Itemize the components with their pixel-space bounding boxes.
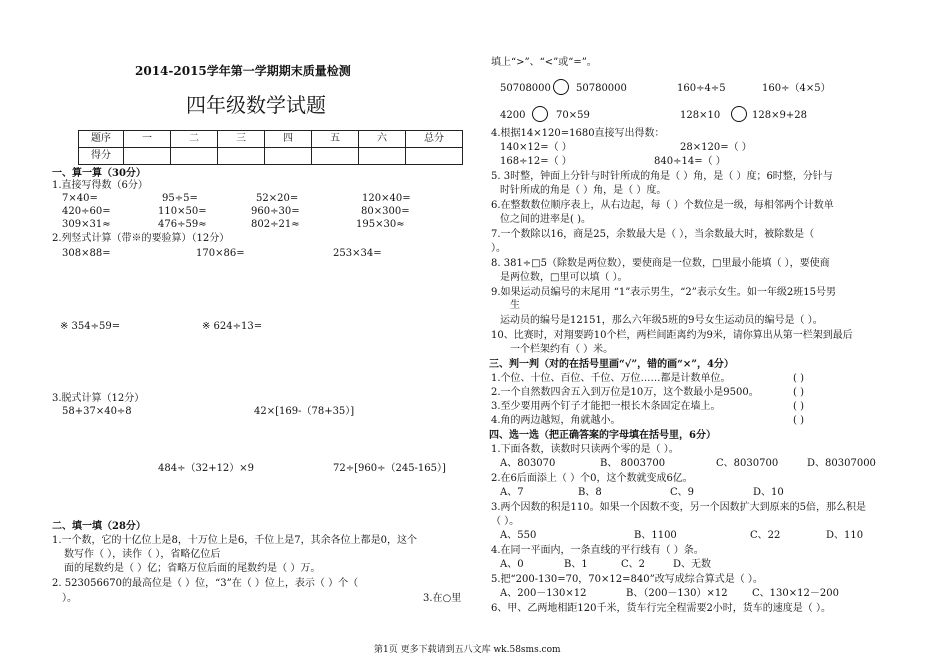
section-4-heading: 四、选一选（把正确答案的字母填在括号里，6分） — [489, 430, 716, 441]
choice-question: 3.两个因数的积是110。如果一个因数不变，另一个因数扩大到原来的5倍，那么积是 — [491, 502, 866, 513]
choice-option[interactable]: A、0 — [500, 559, 524, 570]
score-col: 总分 — [406, 131, 463, 148]
judge-item: 1.个位、十位、百位、千位、万位……都是计数单位。 — [491, 373, 731, 384]
q1-heading: 1.直接写得数（6分） — [52, 180, 148, 191]
q2-heading: 2.列竖式计算（带※的要验算）（12分） — [52, 233, 230, 244]
fill-text: 是两位数，□里可以填（ ）。 — [500, 272, 628, 283]
choice-option[interactable]: A、200－130×12 — [500, 588, 587, 599]
score-cell[interactable] — [171, 148, 218, 165]
vertical-calc-item: 170×86= — [196, 248, 245, 259]
calc-item: 7×40= — [62, 193, 98, 204]
score-col: 四 — [265, 131, 312, 148]
compare-item: 160÷（4×5） — [762, 83, 831, 94]
judge-item: 2.一个自然数四舍五入到万位是10万，这个数最小是9500。 — [491, 387, 759, 398]
expression-item: 72÷[960÷（245-165）] — [333, 463, 446, 474]
calc-item: 960÷30= — [251, 206, 300, 217]
score-col: 二 — [171, 131, 218, 148]
choice-option[interactable]: C、9 — [670, 487, 695, 498]
score-cell[interactable] — [124, 148, 171, 165]
compare-item: 4200 — [500, 110, 526, 121]
fill-text: 一个栏架约有（ ）米。 — [510, 344, 614, 355]
calc-item: 80×300= — [361, 206, 410, 217]
fill-text: 运动员的编号是12151，那么六年级5班的9号女生运动员的编号是（ ）。 — [500, 315, 823, 326]
compare-circle[interactable] — [553, 79, 569, 95]
fill-text: ）。 — [491, 243, 506, 254]
calc-item: 476÷59≈ — [158, 219, 207, 230]
fill-text: 位之间的进率是( )。 — [500, 214, 591, 225]
judge-answer[interactable]: ( ) — [793, 387, 804, 398]
compare-item: 50780000 — [576, 83, 627, 94]
fill-text: 面的尾数约是（ ）亿；省略万位后面的尾数约是（ ）万。 — [64, 563, 321, 574]
choice-option[interactable]: D、10 — [753, 487, 784, 498]
vertical-calc-item: ※ 624÷13= — [202, 321, 263, 332]
judge-answer[interactable]: ( ) — [793, 373, 804, 384]
choice-option[interactable]: A、7 — [500, 487, 524, 498]
compare-circle[interactable] — [731, 106, 747, 122]
score-row-label: 题序 — [79, 131, 124, 148]
calc-item: 309×31≈ — [62, 219, 111, 230]
judge-answer[interactable]: ( ) — [793, 415, 804, 426]
choice-option[interactable]: B、8 — [578, 487, 602, 498]
fill-text: 10、比赛时，对翔要跨10个栏，两栏间距离约为9米，请你算出从第一栏架到最后 — [491, 330, 853, 341]
exam-title: 2014-2015学年第一学期期末质量检测 — [135, 64, 351, 78]
choice-question: 2.在6后面添上（ ）个0，这个数就变成6亿。 — [491, 473, 693, 484]
fill-text: 5. 3时整，钟面上分针与时针所成的角是（ ）角，是（ ）度；6时整，分针与 — [491, 171, 833, 182]
compare-item: 160÷4÷5 — [677, 83, 726, 94]
score-cell[interactable] — [265, 148, 312, 165]
fill-text: 840÷14=（ ） — [654, 156, 726, 167]
judge-item: 3.至少要用两个钉子才能把一根长木条固定在墙上。 — [491, 401, 721, 412]
judge-answer[interactable]: ( ) — [793, 401, 804, 412]
fill-text: 140×12=（ ） — [500, 142, 572, 153]
calc-item: 420÷60= — [62, 206, 111, 217]
section-1-heading: 一、算一算（30分） — [52, 168, 146, 179]
fill-text: 填上“>”、“<”或“=”。 — [491, 57, 597, 68]
fill-text: 7.一个数除以16，商是25，余数最大是（ ），当余数最大时，被除数是（ — [491, 229, 815, 240]
score-col: 三 — [218, 131, 265, 148]
choice-question: （ ）。 — [491, 516, 520, 527]
choice-question: 6、甲、乙两地相距120千米，货车行完全程需要2小时，货车的速度是（ ）。 — [491, 603, 831, 614]
fill-text: 1.一个数，它的十亿位上是8，十万位上是6，千位上是7，其余各位上都是0，这个 — [52, 535, 417, 546]
score-col: 五 — [312, 131, 359, 148]
calc-item: 95÷5= — [162, 193, 198, 204]
fill-text: 生 — [510, 300, 520, 311]
calc-item: 110×50= — [158, 206, 207, 217]
calc-item: 120×40= — [362, 193, 411, 204]
expression-item: 42×[169-（78+35）] — [254, 406, 355, 417]
page-footer: 第1页 更多下载请到五八文库 wk.58sms.com — [374, 645, 561, 655]
compare-item: 70×59 — [556, 110, 590, 121]
choice-option[interactable]: D、110 — [826, 530, 864, 541]
fill-text: 4.根据14×120=1680直接写出得数： — [491, 128, 665, 139]
fill-text: 8. 381÷□5（除数是两位数），要使商是一位数，□里最小能填（ ），要使商 — [491, 258, 830, 269]
fill-text: 168÷12=（ ） — [500, 156, 572, 167]
score-row-label: 得分 — [79, 148, 124, 165]
choice-question: 1.下面各数，读数时只读两个零的是（ ）。 — [491, 444, 679, 455]
score-cell[interactable] — [359, 148, 406, 165]
score-cell[interactable] — [406, 148, 463, 165]
fill-text: 9.如果运动员编号的末尾用 “1”表示男生，“2”表示女生。如一年级2班15号男 — [491, 287, 836, 298]
compare-item: 128×10 — [680, 110, 721, 121]
fill-text: 28×120=（ ） — [680, 142, 752, 153]
q3-heading: 3.脱式计算（12分） — [52, 393, 145, 404]
choice-option[interactable]: D、80307000 — [807, 458, 876, 469]
fill-text: 数写作（ ），读作（ ），省略亿位后 — [64, 549, 221, 560]
choice-option[interactable]: B、 8003700 — [600, 458, 666, 469]
choice-option[interactable]: C、130×12－200 — [752, 588, 839, 599]
fill-text: 6.在整数数位顺序表上，从右边起，每（ ）个数位是一级，每相邻两个计数单 — [491, 200, 834, 211]
vertical-calc-item: 253×34= — [333, 248, 382, 259]
vertical-calc-item: 308×88= — [62, 248, 111, 259]
score-cell[interactable] — [218, 148, 265, 165]
choice-option[interactable]: B、（200－130）×12 — [626, 588, 728, 599]
fill-text: ）。 — [62, 593, 77, 604]
compare-item: 128×9+28 — [752, 110, 807, 121]
expression-item: 58+37×40÷8 — [62, 406, 132, 417]
fill-text: 2. 523056670的最高位是（ ）位，“3”在（ ）位上，表示（ ）个（ — [52, 578, 359, 589]
section-3-heading: 三、判一判（对的在括号里画“√”，错的画“×”，4分） — [489, 359, 734, 370]
compare-circle[interactable] — [532, 106, 548, 122]
vertical-calc-item: ※ 354÷59= — [60, 321, 121, 332]
choice-option[interactable]: D、无数 — [673, 559, 712, 570]
choice-option[interactable]: A、803070 — [500, 458, 556, 469]
choice-option[interactable]: C、8030700 — [716, 458, 779, 469]
score-col: 一 — [124, 131, 171, 148]
judge-item: 4.角的两边越短，角就越小。 — [491, 415, 621, 426]
score-table — [78, 130, 463, 165]
exam-subtitle: 四年级数学试题 — [186, 93, 326, 117]
score-cell[interactable] — [312, 148, 359, 165]
calc-item: 802÷21≈ — [251, 219, 300, 230]
expression-item: 484÷（32+12）×9 — [158, 463, 255, 474]
fill-text: 3.在○里 — [423, 593, 462, 604]
score-col: 六 — [359, 131, 406, 148]
choice-question: 5.把“200-130=70，70×12=840”改写成综合算式是（ ）。 — [491, 574, 763, 585]
choice-option[interactable]: A、550 — [500, 530, 537, 541]
choice-question: 4.在同一平面内，一条直线的平行线有（ ）条。 — [491, 545, 704, 556]
calc-item: 195×30≈ — [356, 219, 405, 230]
choice-option[interactable]: C、2 — [621, 559, 646, 570]
section-2-heading: 二、填一填（28分） — [52, 521, 146, 532]
choice-option[interactable]: B、1100 — [634, 530, 677, 541]
choice-option[interactable]: C、22 — [750, 530, 781, 541]
calc-item: 52×20= — [256, 193, 299, 204]
choice-option[interactable]: B、1 — [564, 559, 588, 570]
fill-text: 时针所成的角是（ ）角，是（ ）度。 — [500, 185, 667, 196]
compare-item: 50708000 — [500, 83, 551, 94]
